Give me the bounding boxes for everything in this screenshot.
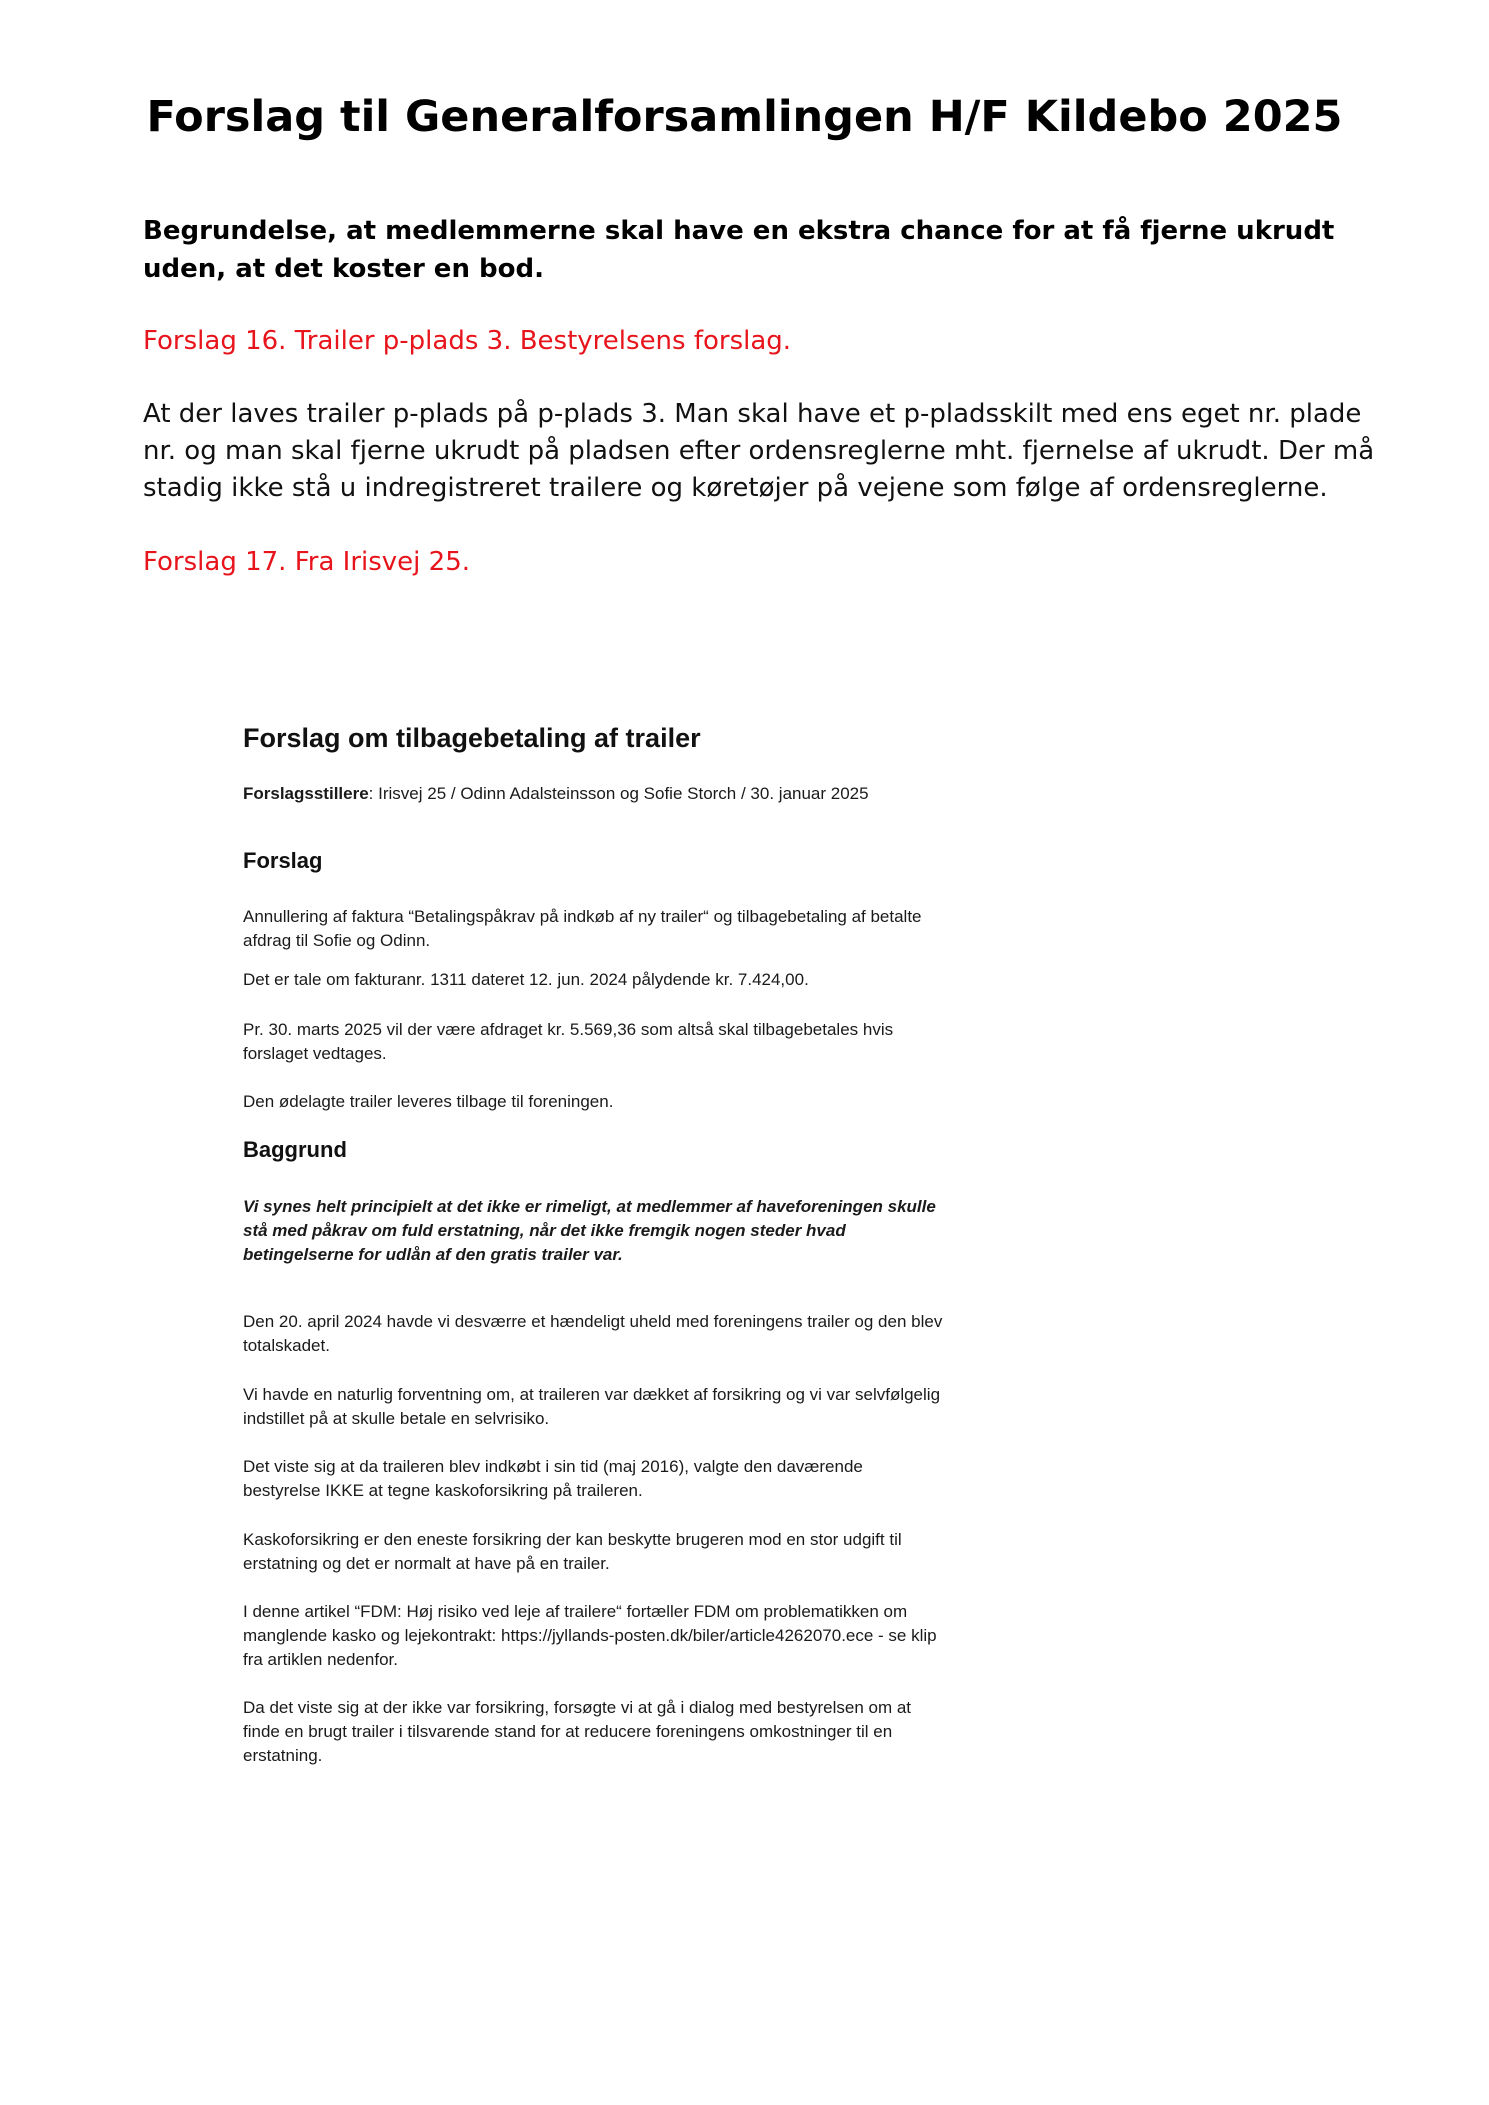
forslag-paragraph: Det er tale om fakturanr. 1311 dateret 12. jun. 2024 pålydende kr. 7.424,00. <box>243 970 809 989</box>
reason-paragraph: Begrundelse, at medlemmerne skal have en ekstra chance for at få fjerne ukrudt uden, at det koster en bod. <box>143 216 1335 284</box>
proposers-value: : Irisvej 25 / Odinn Adalsteinsson og Sofie Storch / 30. januar 2025 <box>368 784 869 803</box>
baggrund-paragraph: Vi havde en naturlig forventning om, at traileren var dækket af forsikring og vi var selvfølgelig indstillet på at skulle betale en selvrisiko. <box>243 1385 941 1428</box>
forslag-paragraph: Den ødelagte trailer leveres tilbage til foreningen. <box>243 1092 614 1111</box>
proposal-17-heading: Forslag 17. Fra Irisvej 25. <box>143 547 471 577</box>
forslag-paragraph: Pr. 30. marts 2025 vil der være afdraget kr. 5.569,36 som altså skal tilbagebetales hvis forslaget vedtages. <box>243 1020 894 1063</box>
section-heading-baggrund: Baggrund <box>243 1137 347 1162</box>
baggrund-paragraph: Den 20. april 2024 havde vi desværre et hændeligt uheld med foreningens trailer og den blev totalskadet. <box>243 1312 943 1355</box>
proposers-label: Forslagsstillere <box>243 784 369 803</box>
baggrund-paragraph: Da det viste sig at der ikke var forsikring, forsøgte vi at gå i dialog med bestyrelsen om at finde en brugt trailer i tilsvarende stand for at reducere foreningens omkostninger til en erstatning. <box>243 1698 912 1765</box>
baggrund-paragraph: Det viste sig at da traileren blev indkøbt i sin tid (maj 2016), valgte den daværende bestyrelse IKKE at tegne kaskoforsikring på traileren. <box>243 1457 863 1500</box>
scanned-title: Forslag om tilbagebetaling af trailer <box>243 723 701 753</box>
baggrund-emphasis: Vi synes helt principielt at det ikke er rimeligt, at medlemmer af haveforeningen skulle stå med påkrav om fuld erstatning, når det ikke fremgik nogen steder hvad betingelserne for udlån af den gratis trailer var. <box>243 1197 936 1264</box>
proposal-16-heading: Forslag 16. Trailer p-plads 3. Bestyrelsens forslag. <box>143 326 792 356</box>
baggrund-paragraph: I denne artikel “FDM: Høj risiko ved leje af trailere“ fortæller FDM om problematikken om manglende kasko og lejekontrakt: https://jyllands-posten.dk/biler/article4262070.ece - se klip fra artiklen nedenfor. <box>243 1602 937 1669</box>
forslag-paragraph: Annullering af faktura “Betalingspåkrav på indkøb af ny trailer“ og tilbagebetaling af betalte afdrag til Sofie og Odinn. <box>243 907 922 950</box>
baggrund-paragraph: Kaskoforsikring er den eneste forsikring der kan beskytte brugeren mod en stor udgift til erstatning og det er normalt at have på en trailer. <box>243 1530 902 1573</box>
document-title: Forslag til Generalforsamlingen H/F Kildebo 2025 <box>146 92 1343 142</box>
section-heading-forslag: Forslag <box>243 848 323 873</box>
proposers-line <box>243 782 943 806</box>
proposal-16-text: At der laves trailer p-plads på p-plads 3. Man skal have et p-pladsskilt med ens eget nr. plade nr. og man skal fjerne ukrudt på pladsen efter ordensreglerne mht. fjernelse af ukrudt. Der må stadig ikke stå u indregistreret trailere og køretøjer på vejene som følge af ordensreglerne. <box>143 399 1375 503</box>
